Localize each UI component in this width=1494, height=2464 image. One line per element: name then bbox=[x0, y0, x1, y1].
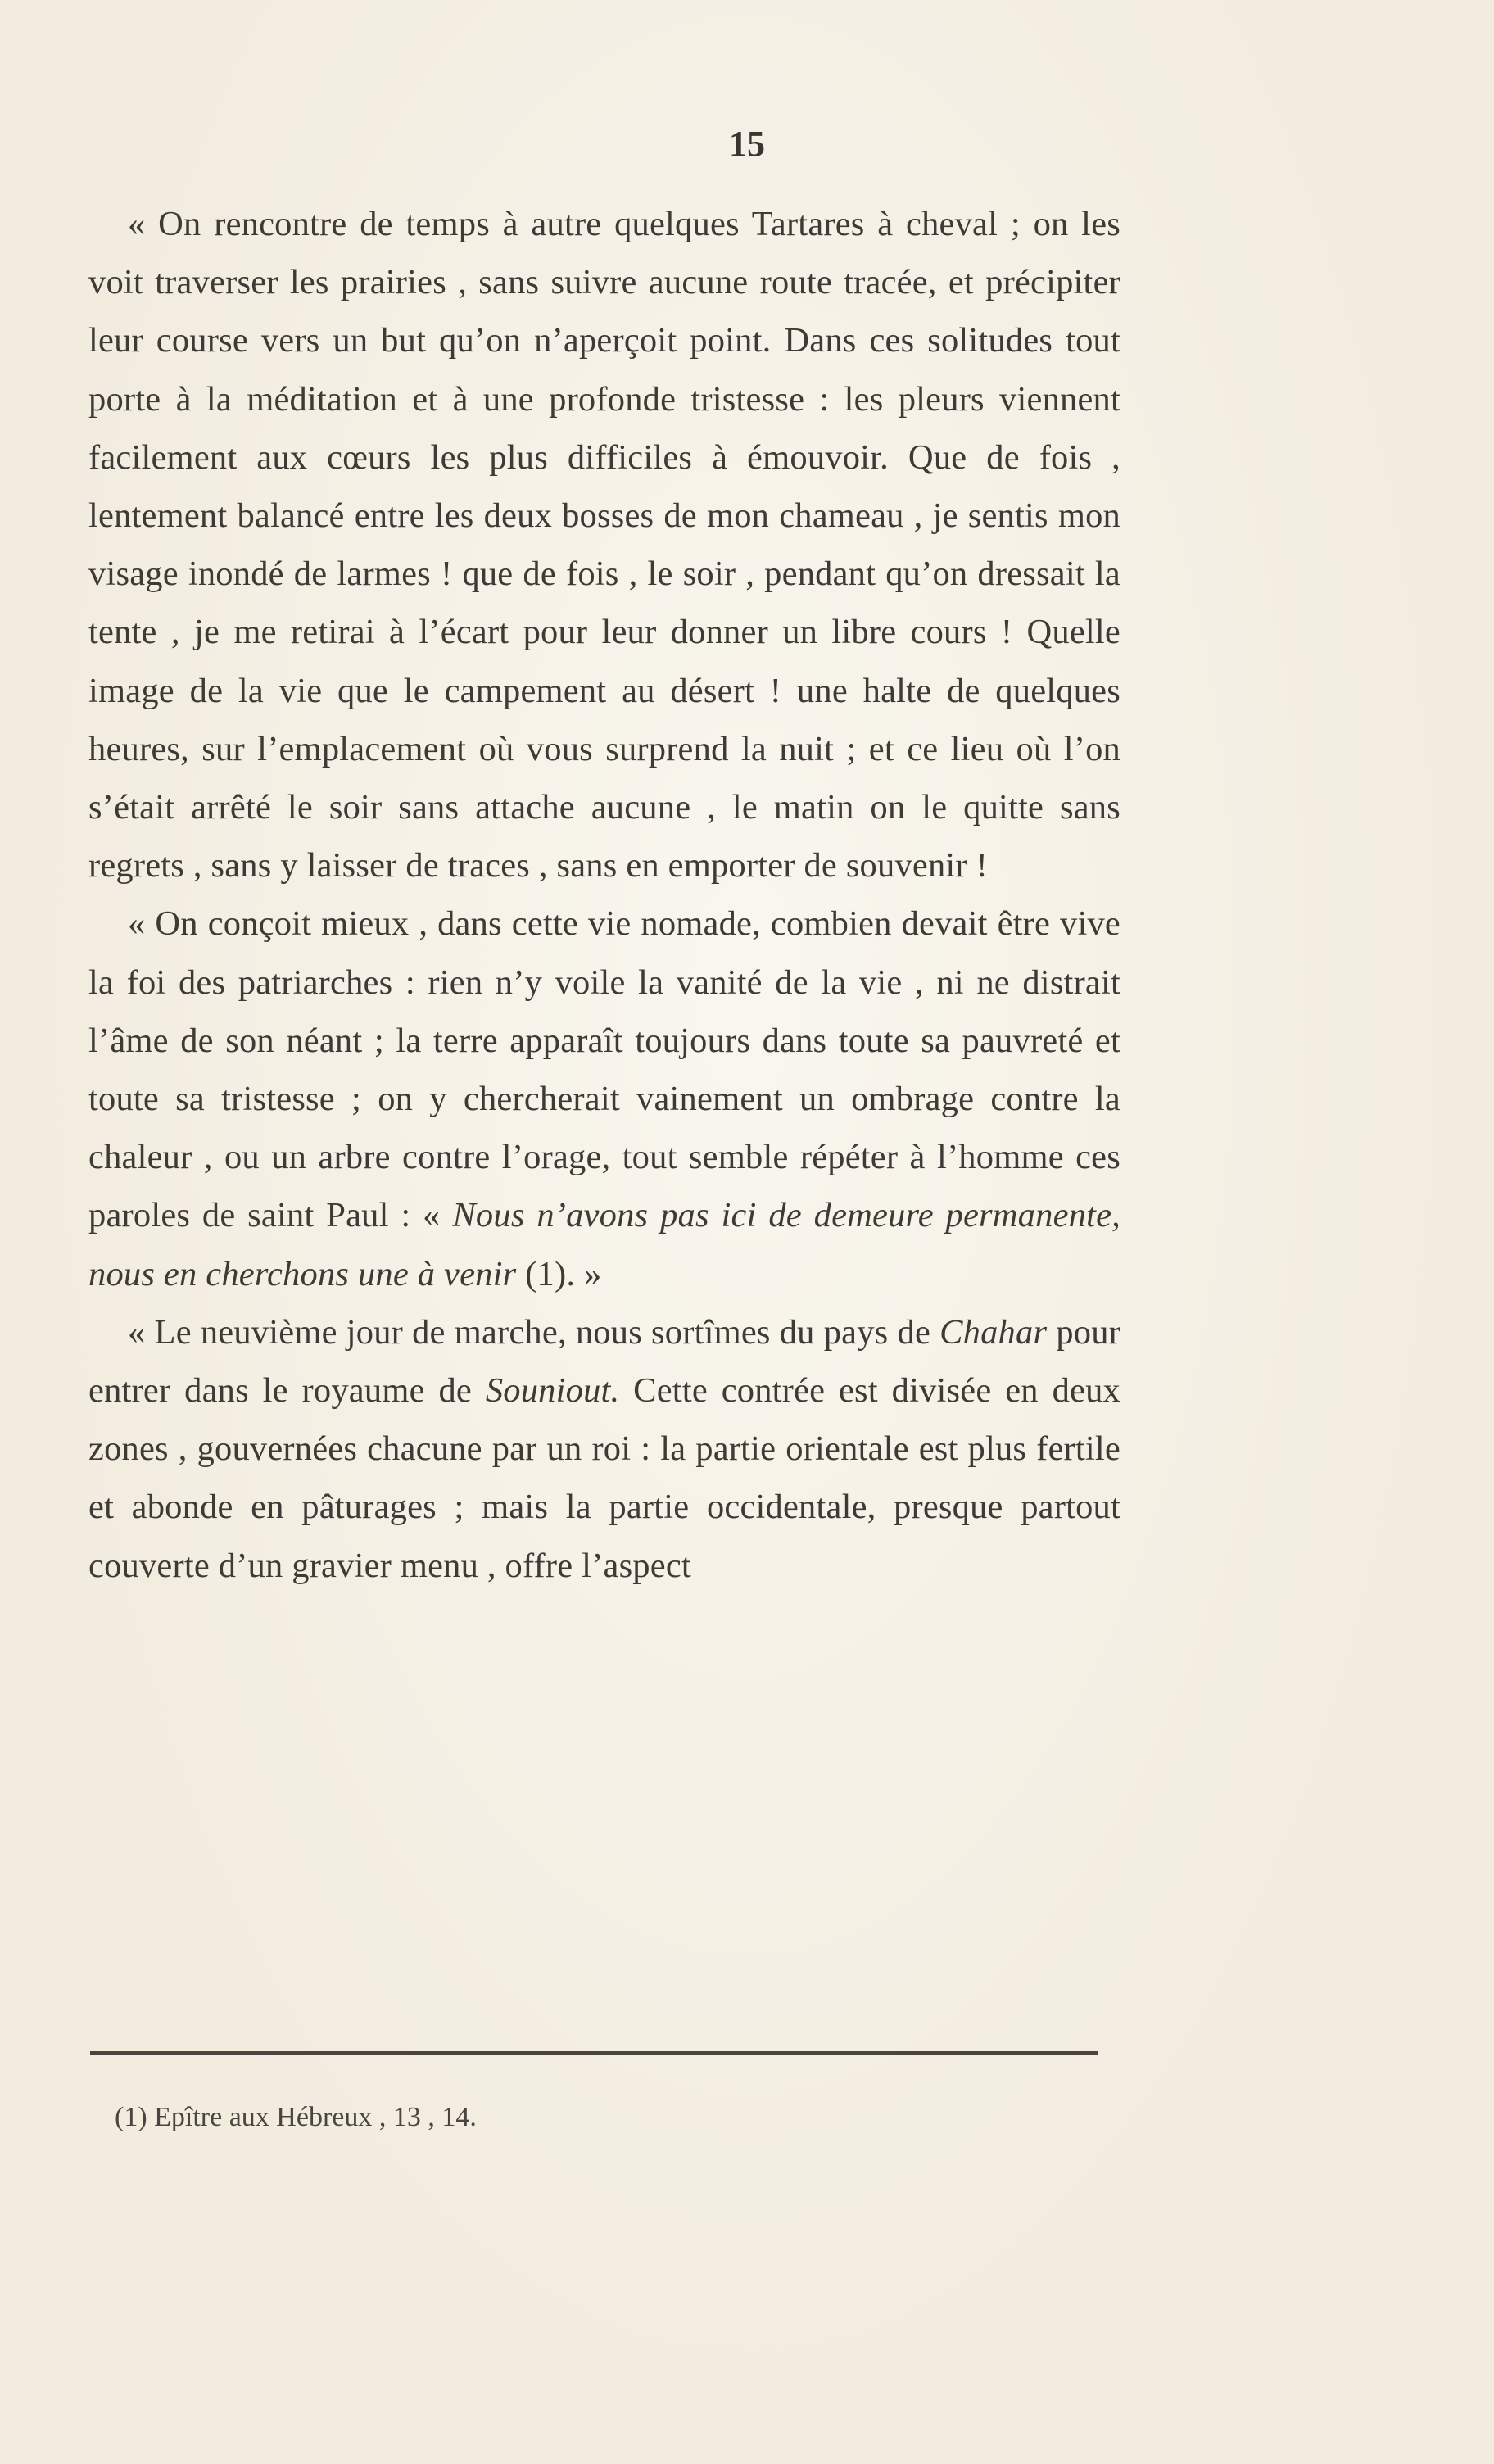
italic-quote: Nous n’avons pas ici de demeure permanente, nous en cherchons une à venir bbox=[88, 1196, 1120, 1293]
body-text bbox=[88, 195, 1120, 1595]
footnote: (1) Epître aux Hébreux , 13 , 14. bbox=[115, 2102, 477, 2132]
text-segment: Cette contrée est divisée en deux zones , gouvernées chacune par un roi : la partie orientale est plus fertile et abonde en pâturages ; mais la partie occidentale, presque partout couverte d’un gravier menu , offre l’aspect bbox=[88, 1371, 1120, 1585]
italic-place-name: Chahar bbox=[939, 1312, 1048, 1352]
page-number: 15 bbox=[729, 124, 765, 164]
paragraph bbox=[88, 895, 1120, 1302]
footnote-divider bbox=[90, 2051, 1098, 2055]
text-segment: « On rencontre de temps à autre quelques Tartares à cheval ; on les voit traverser les prairies , sans suivre aucune route tracée, et précipiter leur course vers un but qu’on n’aperçoit point. Dans ces solitudes tout porte à la méditation et à une profonde tristesse : les pleurs viennent facilement aux cœurs les plus difficiles à émouvoir. Que de fois , lentement balancé entre les deux bosses de mon chameau , je sentis mon visage inondé de larmes ! que de fois , le soir , pendant qu’on dressait la tente , je me retirai à l’écart pour leur donner un libre cours ! Quelle image de la vie que le campement au désert ! une halte de quelques heures, sur l’emplacement où vous surprend la nuit ; et ce lieu où l’on s’était arrêté le soir sans attache aucune , le matin on le quitte sans regrets , sans y laisser de traces , sans en emporter de souvenir ! bbox=[88, 205, 1120, 886]
paragraph bbox=[88, 1303, 1120, 1595]
text-segment: pour entrer dans le royaume de bbox=[88, 1312, 1120, 1411]
italic-place-name: Souniout. bbox=[485, 1371, 620, 1411]
text-segment: (1). » bbox=[516, 1254, 602, 1293]
text-segment: « Le neuvième jour de marche, nous sortîmes du pays de bbox=[128, 1312, 940, 1352]
text-segment: « On conçoit mieux , dans cette vie nomade, combien devait être vive la foi des patriarches : rien n’y voile la vanité de la vie , ni ne distrait l’âme de son néant ; la terre apparaît toujours dans toute sa pauvreté et toute sa tristesse ; on y chercherait vainement un ombrage contre la chaleur , ou un arbre contre l’orage, tout semble répéter à l’homme ces paroles de saint Paul : « bbox=[88, 904, 1120, 1235]
paragraph bbox=[88, 195, 1120, 895]
